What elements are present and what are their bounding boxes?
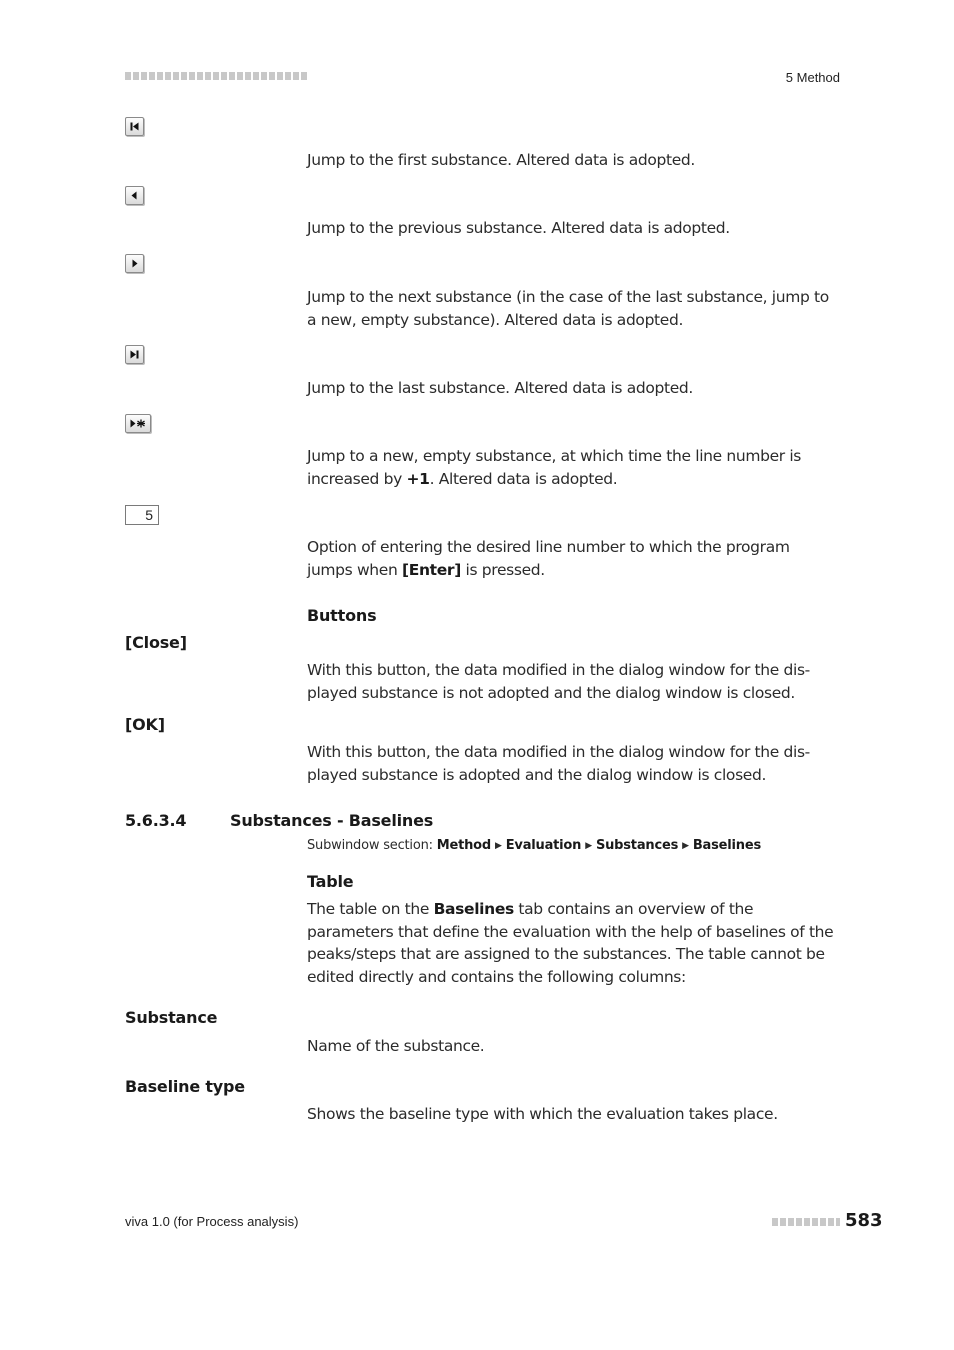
ok-button-label: [OK] <box>125 715 165 734</box>
new-record-description: Jump to a new, empty substance, at which time the line number is increased by +1. Altered data is adopted. <box>307 447 802 488</box>
section-number: 5.6.3.4 <box>125 811 187 830</box>
column-substance-label: Substance <box>125 1008 218 1027</box>
column-baseline-type-label: Baseline type <box>125 1077 245 1096</box>
previous-record-icon <box>125 186 144 205</box>
new-record-icon <box>125 414 151 433</box>
subwindow-path: Subwindow section: Method ▶ Evaluation ▶ Substances ▶ Baselines <box>307 838 762 853</box>
section-title: Substances - Baselines <box>230 811 434 830</box>
line-number-description: Option of entering the desired line number to which the program jumps when [Enter] is pressed. <box>307 538 790 579</box>
first-record-icon <box>125 117 144 136</box>
close-button-label: [Close] <box>125 633 187 652</box>
ok-button-description: With this button, the data modified in the dialog window for the dis-played substance is adopted and the dialog window is closed. <box>307 743 810 784</box>
buttons-heading: Buttons <box>307 606 377 625</box>
column-substance-description: Name of the substance. <box>307 1037 485 1055</box>
table-intro: The table on the Baselines tab contains an overview of the parameters that define the evaluation with the help of baselines of the peaks/steps that are assigned to the substances. The table cannot be edited directly and contains the following columns: <box>307 900 834 986</box>
next-record-icon <box>125 254 144 273</box>
column-baseline-type-description: Shows the baseline type with which the evaluation takes place. <box>307 1105 778 1123</box>
next-record-description: Jump to the next substance (in the case of the last substance, jump to a new, empty substance). Altered data is adopted. <box>307 288 829 329</box>
last-record-description: Jump to the last substance. Altered data is adopted. <box>307 379 693 397</box>
table-heading: Table <box>307 872 354 891</box>
footer-decoration <box>772 1218 840 1226</box>
header-decoration <box>125 72 307 80</box>
chapter-header: 5 Method <box>785 70 840 85</box>
line-number-field: 5 <box>125 505 159 525</box>
last-record-icon <box>125 345 144 364</box>
first-record-description: Jump to the first substance. Altered data is adopted. <box>307 151 695 169</box>
close-button-description: With this button, the data modified in the dialog window for the dis-played substance is not adopted and the dialog window is closed. <box>307 661 810 702</box>
previous-record-description: Jump to the previous substance. Altered data is adopted. <box>307 219 730 237</box>
page-number: 583 <box>845 1210 883 1231</box>
footer-product: viva 1.0 (for Process analysis) <box>125 1214 299 1229</box>
